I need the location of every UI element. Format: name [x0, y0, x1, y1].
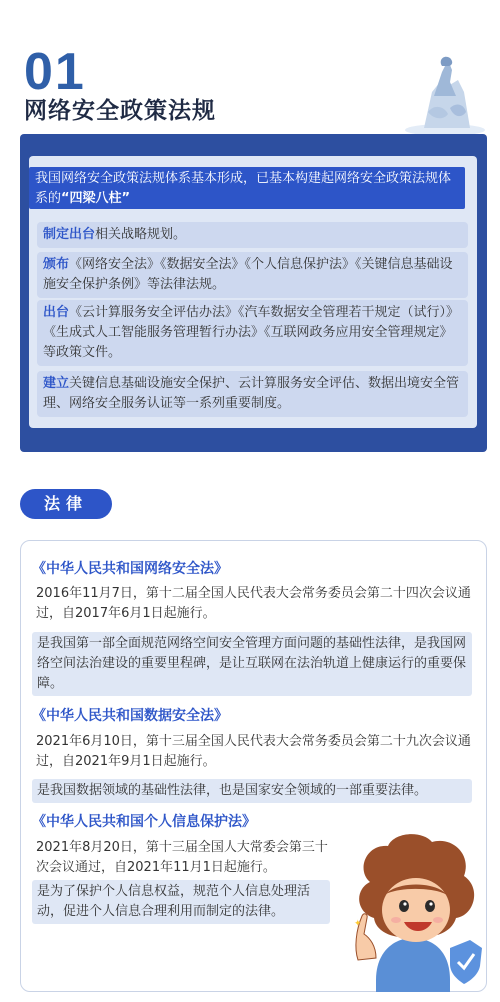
- policy-item: [37, 252, 468, 298]
- policy-item-keyword: 出台: [43, 305, 70, 320]
- rams-statue-icon: [404, 52, 486, 136]
- policy-intro: [29, 167, 465, 209]
- law-section-label: 法律: [20, 489, 112, 519]
- law-significance: 是我国第一部全面规范网络空间安全管理方面问题的基础性法律，是我国网络空间法治建设的重要里程碑，是让互联网在法治轨道上健康运行的重要保障。: [32, 632, 472, 696]
- law-passed-text: 2016年11月7日，第十二届全国人民代表大会常务委员会第二十四次会议通过，自2017年6月1日起施行。: [36, 586, 471, 621]
- law-title: 《中华人民共和国个人信息保护法》: [32, 814, 256, 830]
- law-passed-text: 2021年8月20日，第十三届全国人大常委会第三十次会议通过，自2021年11月1日起施行。: [36, 840, 328, 875]
- law-significance: 是我国数据领域的基础性法律，也是国家安全领域的一部重要法律。: [32, 779, 472, 803]
- policy-item-text: 相关战略规划。: [95, 227, 187, 242]
- policy-item-text: 《云计算服务安全评估办法》《汽车数据安全管理若干规定（试行）》《生成式人工智能服务管理暂行办法》《互联网政务应用安全管理规定》等政策文件。: [43, 305, 460, 360]
- svg-text:✦: ✦: [354, 919, 362, 929]
- policy-item-keyword: 颁布: [43, 257, 70, 272]
- policy-item-text: 关键信息基础设施安全保护、云计算服务安全评估、数据出境安全管理、网络安全服务认证等一系列重要制度。: [43, 376, 460, 411]
- policy-item: [37, 300, 468, 366]
- law-passed-text: 2021年6月10日，第十三届全国人民代表大会常务委员会第二十九次会议通过，自2021年9月1日起施行。: [36, 734, 471, 769]
- policy-item-keyword: 建立: [43, 376, 70, 391]
- law-title: 《中华人民共和国数据安全法》: [32, 708, 228, 724]
- section-number: 01: [24, 43, 86, 101]
- law-title: 《中华人民共和国网络安全法》: [32, 561, 228, 577]
- policy-item: [37, 222, 468, 248]
- law-significance: 是为了保护个人信息权益，规范个人信息处理活动，促进个人信息合理利用而制定的法律。: [32, 880, 330, 924]
- policy-intro-text: 我国网络安全政策法规体系基本形成，已基本构建起网络安全政策法规体系的: [35, 171, 452, 206]
- cartoon-character-icon: [336, 830, 488, 992]
- policy-item: [37, 371, 468, 417]
- section-title: 网络安全政策法规: [24, 98, 216, 124]
- policy-item-text: 《网络安全法》《数据安全法》《个人信息保护法》《关键信息基础设施安全保护条例》等法律法规。: [43, 257, 453, 292]
- policy-item-keyword: 制定出台: [43, 227, 96, 242]
- policy-intro-highlight: “四梁八柱”: [61, 191, 131, 206]
